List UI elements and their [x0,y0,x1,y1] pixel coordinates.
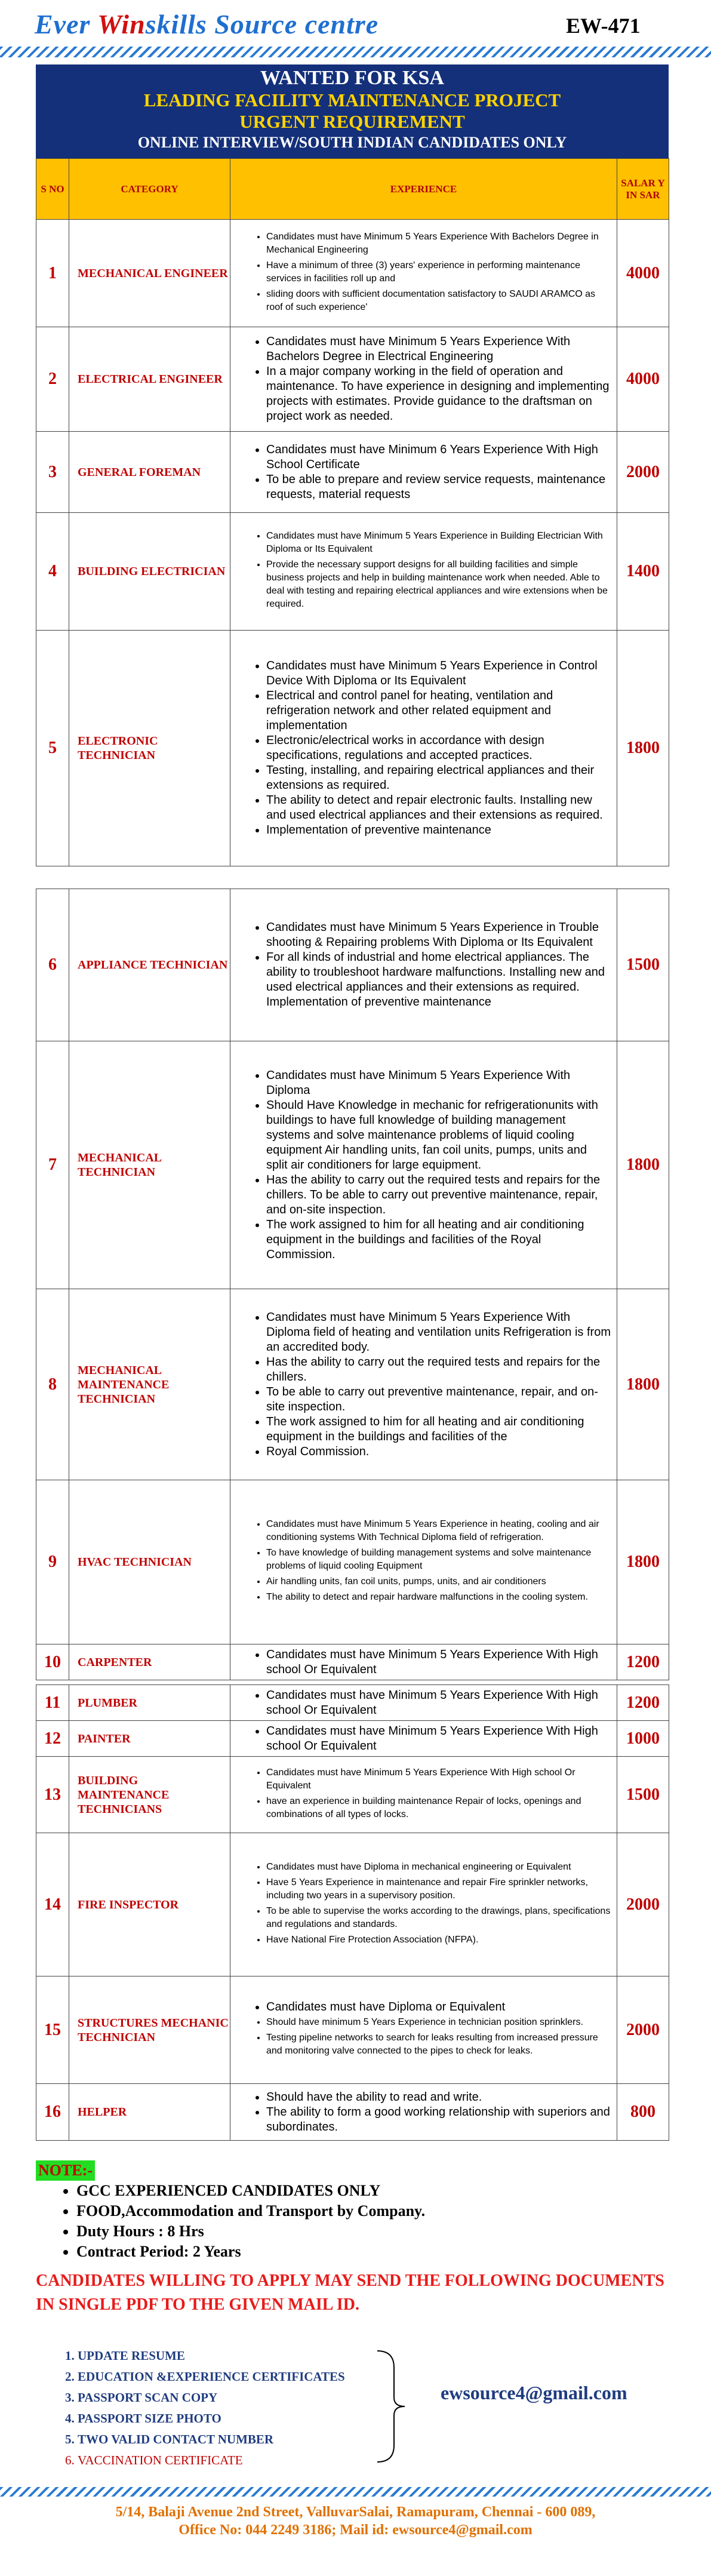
job-number: 8 [36,1289,69,1480]
experience-point: • Candidates must have Minimum 5 Years Experience With Bachelors Degree in Mechanical Engineering [266,230,611,257]
table-header-row [36,159,669,220]
email-link[interactable]: ewsource4@gmail.com [441,2382,627,2403]
job-category: ELECTRONIC TECHNICIAN [69,631,230,866]
bottom-divider [0,2487,711,2497]
banner-line-3: URGENT REQUIREMENT [239,111,465,132]
experience-point: • Candidates must have Minimum 5 Years Experience With High school Or Equivalent [266,1724,611,1754]
note-item: • Contract Period: 2 Years [76,2242,425,2262]
job-salary: 4000 [617,220,669,327]
banner-line-4: ONLINE INTERVIEW/SOUTH INDIAN CANDIDATES ONLY [137,134,567,151]
footer-contact: Office No: 044 2249 3186; Mail id: ewsource4@gmail.com [178,2522,533,2538]
job-number: 7 [36,1041,69,1289]
experience-point: • Candidates must have Diploma or Equivalent [266,2000,611,2014]
note-label: NOTE:- [36,2160,95,2181]
job-salary: 2000 [617,432,669,513]
experience-point: • have an experience in building maintenance Repair of locks, openings and combinations of all types of locks. [266,1795,611,1821]
experience-point: • To be able to prepare and review service requests, maintenance requests, material requests [266,472,611,502]
company-logo: Ever Winskills Source centre [35,9,379,39]
job-experience [230,2084,617,2141]
table-row [36,432,669,513]
experience-point: • Candidates must have Minimum 5 Years Experience in Control Device With Diploma or Its Equivalent [266,659,611,688]
job-experience [230,1289,617,1480]
job-experience [230,432,617,513]
experience-point: • Have National Fire Protection Association (NFPA). [266,1933,611,1947]
experience-point: • The ability to detect and repair hardware malfunctions in the cooling system. [266,1591,611,1604]
job-number: 9 [36,1480,69,1644]
job-category: BUILDING ELECTRICIAN [69,513,230,631]
experience-point: • Royal Commission. [266,1444,611,1459]
job-experience [230,1976,617,2084]
job-category: FIRE INSPECTOR [69,1833,230,1976]
table-row [36,631,669,866]
note-item: • GCC EXPERIENCED CANDIDATES ONLY [76,2181,425,2201]
experience-point: • The work assigned to him for all heating and air conditioning equipment in the buildings and facilities of the Royal Commission. [266,1218,611,1262]
experience-point: • Candidates must have Minimum 5 Years Experience With Diploma field of heating and ventilation units Refrigeration is from an accredited body. [266,1310,611,1355]
banner-line-1: WANTED FOR KSA [260,67,444,89]
experience-point: • Candidates must have Minimum 5 Years Experience With High school Or Equivalent [266,1647,611,1677]
job-number: 14 [36,1833,69,1976]
job-number: 1 [36,220,69,327]
job-category: MECHANICAL TECHNICIAN [69,1041,230,1289]
table-row [36,1480,669,1644]
job-salary: 1800 [617,631,669,866]
job-category: APPLIANCE TECHNICIAN [69,889,230,1041]
jobs-table [36,158,669,2141]
experience-point: • Candidates must have Minimum 5 Years Experience in Building Electrician With Diploma or Its Equivalent [266,530,611,556]
job-category: ELECTRICAL ENGINEER [69,327,230,432]
job-category: PAINTER [69,1721,230,1757]
note-list [53,2181,425,2262]
experience-point: • sliding doors with sufficient documentation satisfactory to SAUDI ARAMCO as roof of such experience' [266,288,611,314]
banner-line-2: LEADING FACILITY MAINTENANCE PROJECT [143,90,561,110]
document-item: 3. PASSPORT SCAN COPY [78,2387,345,2408]
job-experience [230,1721,617,1757]
experience-point: • Have a minimum of three (3) years' experience in performing maintenance services in facilities roll up and [266,259,611,285]
experience-point: • Candidates must have Minimum 5 Years Experience With Bachelors Degree in Electrical Engineering [266,334,611,364]
table-row [36,513,669,631]
experience-point: • To be able to carry out preventive maintenance, repair, and on-site inspection. [266,1385,611,1415]
table-row [36,1721,669,1757]
job-experience [230,631,617,866]
job-number: 12 [36,1721,69,1757]
title-banner [36,64,669,158]
experience-point: • Testing pipeline networks to search for leaks resulting from increased pressure and monitoring valve connected to the pipes to check for leaks. [266,2031,611,2058]
job-experience [230,1041,617,1289]
experience-point: • Implementation of preventive maintenance [266,823,611,838]
document-item: 2. EDUCATION &EXPERIENCE CERTIFICATES [78,2366,345,2387]
job-salary: 1800 [617,1480,669,1644]
note-item: • FOOD,Accommodation and Transport by Company. [76,2201,425,2221]
table-row [36,2084,669,2141]
experience-point: • Candidates must have Minimum 5 Years Experience With Diploma [266,1068,611,1098]
header-salary: SALAR Y IN SAR [617,159,669,220]
job-salary: 1800 [617,1041,669,1289]
job-code: EW-471 [566,14,641,38]
job-category: MECHANICAL ENGINEER [69,220,230,327]
table-row [36,1833,669,1976]
note-item: • Duty Hours : 8 Hrs [76,2221,425,2242]
experience-point: • Should have minimum 5 Years Experience in technician position sprinklers. [266,2016,611,2029]
experience-point: • To have knowledge of building management systems and solve maintenance problems of liquid cooling Equipment [266,1547,611,1573]
job-number: 16 [36,2084,69,2141]
job-category: HELPER [69,2084,230,2141]
job-experience [230,1480,617,1644]
experience-point: • Candidates must have Minimum 5 Years Experience With High school Or Equivalent [266,1688,611,1718]
job-experience [230,220,617,327]
job-salary: 4000 [617,327,669,432]
job-salary: 1500 [617,1757,669,1833]
document-item: 4. PASSPORT SIZE PHOTO [78,2408,345,2429]
job-salary: 1800 [617,1289,669,1480]
job-number: 13 [36,1757,69,1833]
experience-point: • Candidates must have Minimum 6 Years Experience With High School Certificate [266,442,611,472]
job-experience [230,1757,617,1833]
job-number: 2 [36,327,69,432]
header-experience: EXPERIENCE [230,159,617,220]
header-sno: S NO [36,159,69,220]
experience-point: • Testing, installing, and repairing electrical appliances and their extensions as required. [266,763,611,793]
table-row [36,1289,669,1480]
job-salary: 2000 [617,1833,669,1976]
job-experience [230,1833,617,1976]
job-number: 11 [36,1685,69,1721]
job-salary: 2000 [617,1976,669,2084]
job-number: 4 [36,513,69,631]
table-row [36,1757,669,1833]
job-category: PLUMBER [69,1685,230,1721]
experience-point: • Has the ability to carry out the required tests and repairs for the chillers. To be able to carry out preventive maintenance, repair, and on-site inspection. [266,1173,611,1218]
experience-point: • The ability to form a good working relationship with superiors and subordinates. [266,2105,611,2135]
job-experience [230,1644,617,1680]
footer [0,2503,711,2539]
brace-icon [376,2350,406,2463]
experience-point: • Has the ability to carry out the required tests and repairs for the chillers. [266,1355,611,1385]
job-salary: 1200 [617,1644,669,1680]
experience-point: • Candidates must have Minimum 5 Years Experience With High school Or Equivalent [266,1766,611,1793]
job-category: HVAC TECHNICIAN [69,1480,230,1644]
header-category: CATEGORY [69,159,230,220]
job-category: STRUCTURES MECHANIC TECHNICIAN [69,1976,230,2084]
experience-point: • Should Have Knowledge in mechanic for refrigerationunits with buildings to have full knowledge of building management systems and solve maintenance problems of liquid cooling equipment Air handling units, fan coil units, pumps, units and split air conditioners for large equipment. [266,1098,611,1173]
documents-list [54,2346,345,2471]
table-gap [36,866,669,889]
apply-instruction: CANDIDATES WILLING TO APPLY MAY SEND THE FOLLOWING DOCUMENTS IN SINGLE PDF TO THE GIVEN MAIL ID. [36,2271,664,2314]
experience-point: • The work assigned to him for all heating and air conditioning equipment in the buildings and facilities of the [266,1415,611,1444]
job-salary: 1400 [617,513,669,631]
job-experience [230,1685,617,1721]
job-number: 5 [36,631,69,866]
footer-address: 5/14, Balaji Avenue 2nd Street, ValluvarSalai, Ramapuram, Chennai - 600 089, [115,2504,596,2520]
top-divider [0,47,711,57]
job-category: MECHANICAL MAINTENANCE TECHNICIAN [69,1289,230,1480]
job-category: BUILDING MAINTENANCE TECHNICIANS [69,1757,230,1833]
job-category: GENERAL FOREMAN [69,432,230,513]
table-row [36,1041,669,1289]
document-item: 1. UPDATE RESUME [78,2346,345,2366]
document-item: 6. VACCINATION CERTIFICATE [78,2450,345,2471]
experience-point: • Electronic/electrical works in accordance with design specifications, regulations and accepted practices. [266,733,611,763]
experience-point: • For all kinds of industrial and home electrical appliances. The ability to troubleshoot hardware malfunctions. Installing new and used electrical appliances and their extensions as required. Implementation of preventive maintenance [266,950,611,1010]
experience-point: • Air handling units, fan coil units, pumps, units, and air conditioners [266,1575,611,1588]
experience-point: • Candidates must have Diploma in mechanical engineering or Equivalent [266,1861,611,1874]
experience-point: • Have 5 Years Experience in maintenance and repair Fire sprinkler networks, including two years in a supervisory position. [266,1876,611,1902]
table-row [36,327,669,432]
job-experience [230,513,617,631]
table-row [36,1685,669,1721]
experience-point: • In a major company working in the field of operation and maintenance. To have experience in designing and implementing projects with estimates. Provide guidance to the draftsman on project work as needed. [266,364,611,424]
experience-point: • Should have the ability to read and write. [266,2090,611,2105]
job-number: 10 [36,1644,69,1680]
job-salary: 1500 [617,889,669,1041]
table-row [36,1976,669,2084]
job-experience [230,327,617,432]
document-item: 5. TWO VALID CONTACT NUMBER [78,2429,345,2450]
experience-point: • Provide the necessary support designs for all building facilities and simple business projects and help in building maintenance work when needed. Able to deal with testing and repairing electrical appliances and wire extensions when be required. [266,558,611,611]
job-number: 6 [36,889,69,1041]
table-row [36,1644,669,1680]
job-number: 3 [36,432,69,513]
experience-point: • Candidates must have Minimum 5 Years Experience in Trouble shooting & Repairing problems With Diploma or Its Equivalent [266,920,611,950]
experience-point: • Electrical and control panel for heating, ventilation and refrigeration network and other related equipment and implementation [266,688,611,733]
table-row [36,889,669,1041]
job-salary: 1200 [617,1685,669,1721]
experience-point: • To be able to supervise the works according to the drawings, plans, specifications and regulations and standards. [266,1905,611,1931]
table-row [36,220,669,327]
experience-point: • The ability to detect and repair electronic faults. Installing new and used electrical appliances and their extensions as required. [266,793,611,823]
experience-point: • Candidates must have Minimum 5 Years Experience in heating, cooling and air conditioning systems With Technical Diploma field of refrigeration. [266,1518,611,1544]
job-experience [230,889,617,1041]
job-salary: 800 [617,2084,669,2141]
job-number: 15 [36,1976,69,2084]
job-salary: 1000 [617,1721,669,1757]
job-category: CARPENTER [69,1644,230,1680]
table-gap [36,1680,669,1685]
